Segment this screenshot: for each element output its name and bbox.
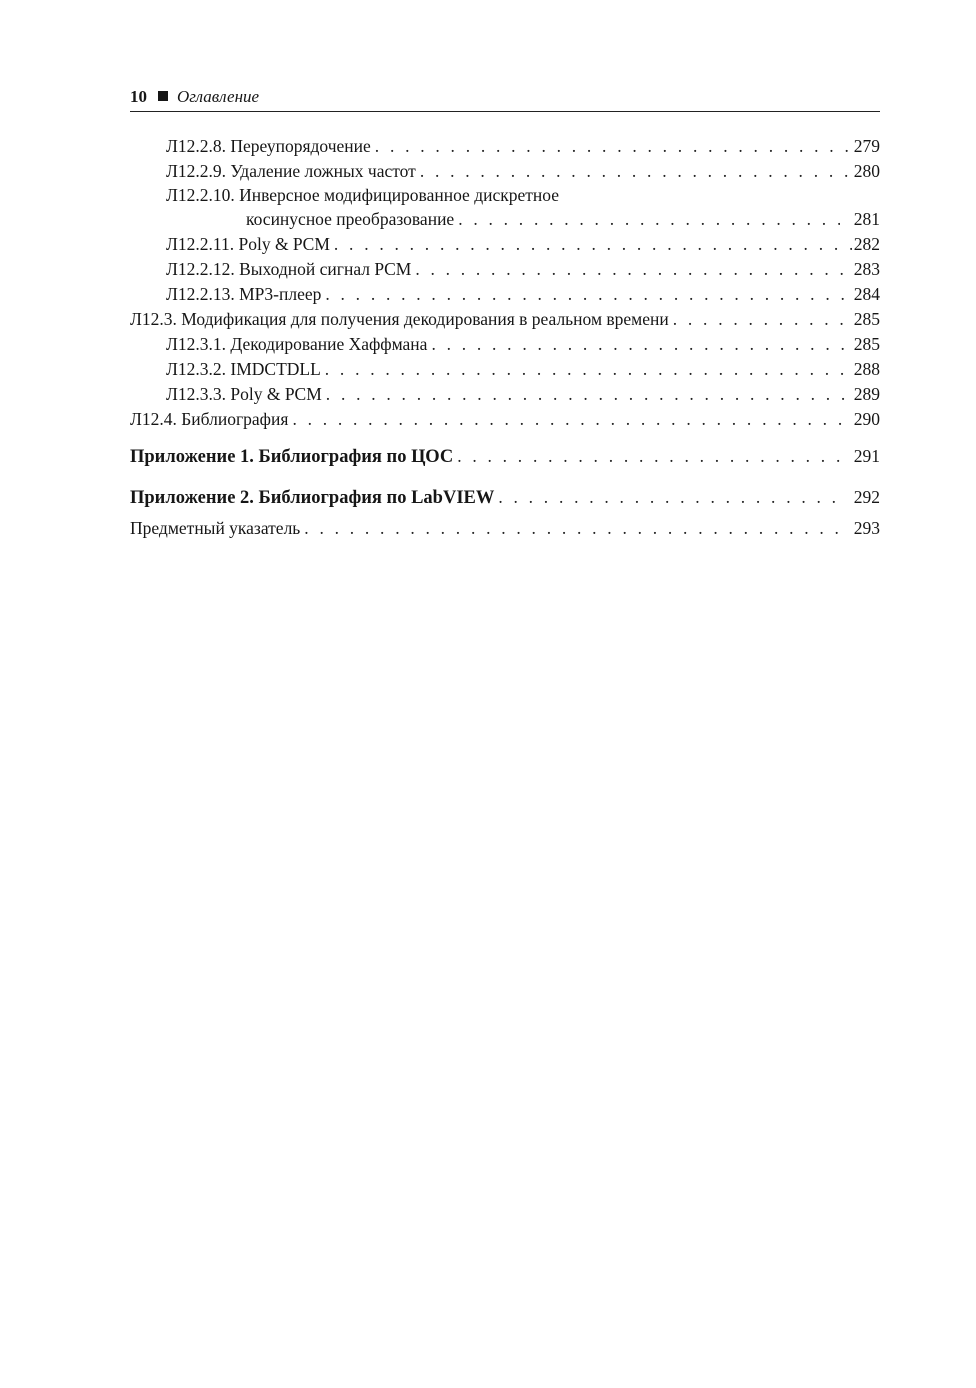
toc-entry-page: 280 [853,161,880,181]
toc-entry-title: Л12.3.2. IMDCTDLL [166,359,321,379]
toc-entry-title: Предметный указатель [130,518,301,538]
toc-entry[interactable] [130,382,880,407]
toc-entry[interactable] [130,516,880,541]
toc-entry-page: 282 [853,234,880,254]
running-header [130,86,880,112]
toc-appendix-entry[interactable] [130,444,880,469]
toc-entry-page: 281 [853,209,880,229]
toc-entry-page: 284 [853,284,880,304]
toc-entry[interactable] [130,232,880,257]
toc-entry-page: 285 [853,334,880,354]
section-title: Оглавление [177,87,260,106]
toc-entry[interactable] [130,357,880,382]
toc-entry-page: 292 [853,487,880,507]
toc-entry-page: 291 [853,446,880,466]
leader-dots [304,516,839,541]
leader-dots [431,332,851,357]
leader-dots [325,282,851,307]
leader-dots [415,257,851,282]
leader-dots [420,159,852,184]
toc-entry-title: Л12.2.13. MP3-плеер [166,284,322,304]
toc-entry-page: 290 [853,409,880,429]
toc-entry[interactable] [130,257,880,282]
toc-entry-page: 279 [853,136,880,156]
toc-entry[interactable] [130,407,880,432]
leader-dots [334,232,852,257]
leader-dots [292,407,851,432]
toc-entry-title-line1: Л12.2.10. Инверсное модифицированное дискретное [166,185,559,205]
toc-entry-title: Л12.2.8. Переупорядочение [166,136,371,156]
square-bullet-icon [158,91,168,101]
table-of-contents [130,134,880,541]
toc-entry-page: 283 [853,259,880,279]
leader-dots [326,382,852,407]
toc-entry[interactable] [130,332,880,357]
toc-entry-page: 289 [853,384,880,404]
page-number: 10 [130,87,147,106]
toc-entry-title: Приложение 1. Библиография по ЦОС [130,447,454,467]
toc-entry[interactable] [130,159,880,184]
toc-entry-title: Л12.2.12. Выходной сигнал PCM [166,259,412,279]
leader-dots [458,207,840,232]
leader-dots [325,357,852,382]
toc-entry-page: 293 [853,518,880,538]
toc-appendix-entry[interactable] [130,485,880,510]
toc-entry-title: Л12.2.11. Poly & PCM [166,234,330,254]
toc-entry-page: 288 [853,359,880,379]
toc-entry[interactable] [130,134,880,159]
toc-entry-title: Л12.3.1. Декодирование Хаффмана [166,334,428,354]
toc-entry-title: Л12.3.3. Poly & PCM [166,384,322,404]
leader-dots [375,134,852,159]
toc-entry-title: косинусное преобразование [246,209,455,229]
leader-dots [498,485,839,510]
toc-entry[interactable] [130,184,880,232]
leader-dots [673,307,852,332]
leader-dots [457,444,840,469]
toc-entry-title: Приложение 2. Библиография по LabVIEW [130,488,495,508]
toc-entry-title: Л12.3. Модификация для получения декодирования в реальном времени [130,309,669,329]
toc-entry-page: 285 [853,309,880,329]
toc-entry-title: Л12.2.9. Удаление ложных частот [166,161,416,181]
toc-entry[interactable] [130,282,880,307]
toc-entry-title: Л12.4. Библиография [130,409,289,429]
toc-entry[interactable] [130,307,880,332]
